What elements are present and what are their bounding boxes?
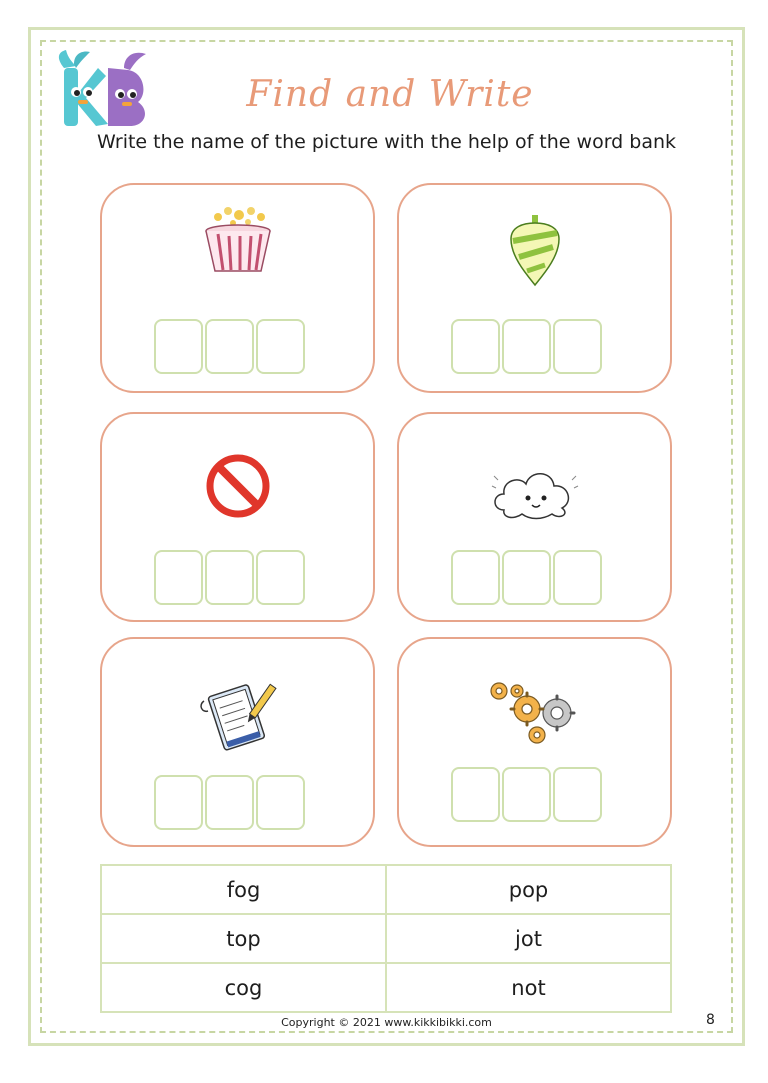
page-number: 8 xyxy=(706,1012,715,1028)
word-bank-cell: fog xyxy=(101,865,386,914)
spinning-top-icon xyxy=(505,213,565,289)
letter-boxes xyxy=(451,319,602,374)
letter-boxes xyxy=(451,550,602,605)
letter-box[interactable] xyxy=(451,767,500,822)
picture-card xyxy=(100,637,375,847)
word-bank-row xyxy=(101,914,671,963)
letter-box[interactable] xyxy=(154,775,203,830)
word-bank-cell: pop xyxy=(386,865,671,914)
letter-box[interactable] xyxy=(256,319,305,374)
letter-box[interactable] xyxy=(256,550,305,605)
instruction-text: Write the name of the picture with the help of the word bank xyxy=(96,131,677,153)
letter-box[interactable] xyxy=(553,319,602,374)
notepad-pencil-icon xyxy=(196,679,280,751)
picture-card xyxy=(397,183,672,393)
letter-box[interactable] xyxy=(502,550,551,605)
word-bank-cell: not xyxy=(386,963,671,1012)
picture-card xyxy=(100,412,375,622)
letter-box[interactable] xyxy=(205,550,254,605)
letter-boxes xyxy=(451,767,602,822)
letter-box[interactable] xyxy=(502,319,551,374)
word-bank-cell: cog xyxy=(101,963,386,1012)
letter-box[interactable] xyxy=(451,550,500,605)
letter-box[interactable] xyxy=(154,319,203,374)
letter-box[interactable] xyxy=(502,767,551,822)
word-bank-table xyxy=(100,864,672,1013)
picture-card xyxy=(397,412,672,622)
letter-box[interactable] xyxy=(205,319,254,374)
letter-box[interactable] xyxy=(553,767,602,822)
word-bank-row xyxy=(101,865,671,914)
letter-boxes xyxy=(154,775,305,830)
popcorn-icon xyxy=(193,203,283,275)
cogs-icon xyxy=(487,679,583,749)
fog-cloud-icon xyxy=(490,458,580,522)
word-bank-cell: jot xyxy=(386,914,671,963)
letter-boxes xyxy=(154,550,305,605)
picture-card xyxy=(100,183,375,393)
letter-box[interactable] xyxy=(154,550,203,605)
word-bank-cell: top xyxy=(101,914,386,963)
kb-logo-icon xyxy=(54,48,154,128)
picture-card xyxy=(397,637,672,847)
letter-box[interactable] xyxy=(553,550,602,605)
word-bank-row xyxy=(101,963,671,1012)
letter-box[interactable] xyxy=(256,775,305,830)
letter-box[interactable] xyxy=(205,775,254,830)
letter-boxes xyxy=(154,319,305,374)
copyright-text: Copyright © 2021 www.kikkibikki.com xyxy=(281,1016,492,1029)
page-title: Find and Write xyxy=(246,74,534,115)
letter-box[interactable] xyxy=(451,319,500,374)
no-sign-icon xyxy=(204,452,272,520)
